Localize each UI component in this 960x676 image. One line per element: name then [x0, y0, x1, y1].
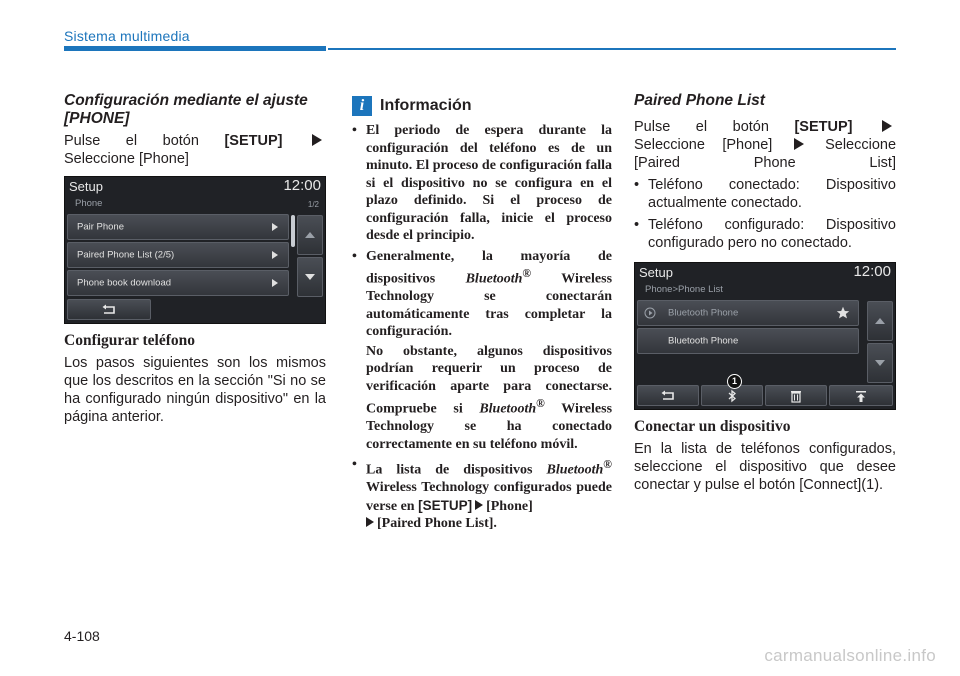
column-left — [64, 92, 326, 426]
header-bar-thin — [328, 48, 896, 50]
connect-device-body: En la lista de teléfonos configurados, seleccione el dispositivo que desee conectar y pulse el botón [Connect](1). — [634, 441, 896, 493]
intro-line-1 — [634, 118, 896, 136]
info-text: No obstante, algunos dispositivos podrían requerir un proceso de verificación aparte para conectarse. Compruebe si — [366, 343, 612, 417]
info-item-3 — [352, 456, 612, 533]
phone-ref: [Phone] — [486, 498, 533, 514]
back-button[interactable] — [637, 385, 699, 406]
info-text: Wireless Technology se ha conectado correctamente en su teléfono móvil. — [366, 401, 613, 452]
delete-button[interactable] — [765, 385, 827, 406]
info-text: Wireless Technology se conectarán automáticamente tras completar la configuración. — [366, 271, 613, 340]
move-to-top-icon — [855, 390, 867, 403]
status-configured: • Teléfono configurado: Dispositivo configurado pero no conectado. — [634, 216, 896, 252]
screen-subtitle: Phone — [75, 198, 103, 209]
arrow-right-icon — [794, 138, 804, 150]
info-item-2 — [352, 248, 612, 454]
intro-line-2 — [634, 136, 896, 172]
trash-icon — [790, 390, 802, 403]
screen-title: Setup — [69, 179, 103, 194]
info-title: Información — [380, 97, 472, 114]
intro-text: Pulse el botón — [64, 133, 199, 149]
column-right — [634, 92, 896, 494]
row-pair-phone[interactable] — [67, 214, 289, 240]
page-number: 4-108 — [64, 628, 100, 644]
info-item-1 — [352, 122, 612, 245]
intro-line-2: Seleccione [Phone] — [64, 151, 189, 167]
setup-button-ref: [SETUP] — [418, 497, 473, 513]
arrow-right-icon — [366, 517, 374, 527]
setup-phone-screen — [64, 176, 326, 324]
intro-text: Seleccione [Paired Phone List] — [634, 137, 897, 171]
arrow-right-icon — [312, 134, 322, 146]
arrow-right-icon — [272, 279, 278, 287]
row-phone-book-download[interactable] — [67, 270, 289, 296]
screen-time: 12:00 — [853, 263, 891, 280]
back-arrow-icon — [660, 390, 676, 402]
chevron-up-icon — [305, 232, 315, 238]
info-text: El periodo de espera durante la configuración del teléfono es de un minuto. El proceso de configuración falla si el dispositivo no se configura en el plazo definido. Si el proceso de configuración falla, inicie el proceso desde el principio. — [366, 123, 612, 243]
row-label: Bluetooth Phone — [668, 307, 739, 319]
header-bar-thick — [64, 46, 326, 51]
setup-button-ref: [SETUP] — [224, 133, 283, 149]
chevron-down-icon — [875, 360, 885, 366]
scrollbar[interactable] — [291, 215, 295, 247]
row-paired-phone-list[interactable] — [67, 242, 289, 268]
paired-list-ref: [Paired Phone List]. — [377, 516, 497, 532]
status-list — [634, 176, 896, 252]
info-icon: i — [352, 96, 372, 116]
screen-title: Setup — [639, 265, 673, 280]
row-label: Phone book download — [77, 277, 172, 289]
row-bluetooth-phone-1[interactable] — [637, 300, 859, 326]
status-connected: • Teléfono conectado: Dispositivo actualmente conectado. — [634, 176, 896, 212]
info-text: Generalmente, la mayoría de dispositivos — [366, 248, 612, 287]
arrow-right-icon — [475, 500, 483, 510]
back-button[interactable] — [67, 299, 151, 320]
chevron-up-icon — [875, 318, 885, 324]
bluetooth-icon — [725, 389, 739, 403]
paired-list-screen — [634, 262, 896, 410]
scroll-down-button[interactable] — [867, 343, 893, 383]
bluetooth-term: Bluetooth — [465, 271, 523, 287]
subheading-config-phone: Configurar teléfono — [64, 332, 196, 349]
info-header — [352, 96, 612, 116]
watermark: carmanualsonline.info — [764, 646, 936, 665]
intro-line-1 — [64, 132, 326, 150]
registered-mark: ® — [522, 267, 532, 280]
arrow-right-icon — [272, 223, 278, 231]
play-circle-icon — [644, 307, 656, 319]
row-bluetooth-phone-2[interactable] — [637, 328, 859, 354]
config-phone-body: Los pasos siguientes son los mismos que los descritos en la sección "Si no se ha configurado ningún dispositivo" en la página anterior. — [64, 355, 326, 425]
arrow-right-icon — [882, 120, 892, 132]
scroll-down-button[interactable] — [297, 257, 323, 297]
back-arrow-icon — [101, 304, 117, 316]
screen-time: 12:00 — [283, 177, 321, 194]
scroll-up-button[interactable] — [297, 215, 323, 255]
info-list — [352, 122, 612, 533]
bluetooth-term: Bluetooth — [546, 462, 604, 478]
intro-text: Pulse el botón — [634, 119, 769, 135]
column-info — [352, 96, 612, 536]
screen-page: 1/2 — [307, 200, 319, 209]
star-icon[interactable] — [836, 306, 850, 320]
row-label: Paired Phone List (2/5) — [77, 249, 175, 261]
intro-text: Seleccione [Phone] — [634, 137, 773, 153]
registered-mark: ® — [603, 458, 612, 472]
heading-config-phone: Configuración mediante el ajuste [PHONE] — [64, 92, 308, 127]
info-text: La lista de dispositivos — [366, 462, 533, 478]
row-label: Bluetooth Phone — [668, 335, 739, 347]
setup-button-ref: [SETUP] — [794, 119, 853, 135]
scroll-up-button[interactable] — [867, 301, 893, 341]
screen-subtitle: Phone>Phone List — [645, 284, 723, 295]
row-label: Pair Phone — [77, 221, 125, 233]
heading-paired-phone-list: Paired Phone List — [634, 92, 765, 109]
chevron-down-icon — [305, 274, 315, 280]
callout-badge: 1 — [727, 374, 742, 389]
info-text: Wireless Technology configurados puede verse en — [366, 480, 612, 514]
move-top-button[interactable] — [829, 385, 893, 406]
section-title: Sistema multimedia — [64, 28, 190, 44]
subheading-connect-device: Conectar un dispositivo — [634, 418, 791, 435]
arrow-right-icon — [272, 251, 278, 259]
registered-mark: ® — [536, 397, 545, 411]
bluetooth-term: Bluetooth — [479, 401, 537, 417]
